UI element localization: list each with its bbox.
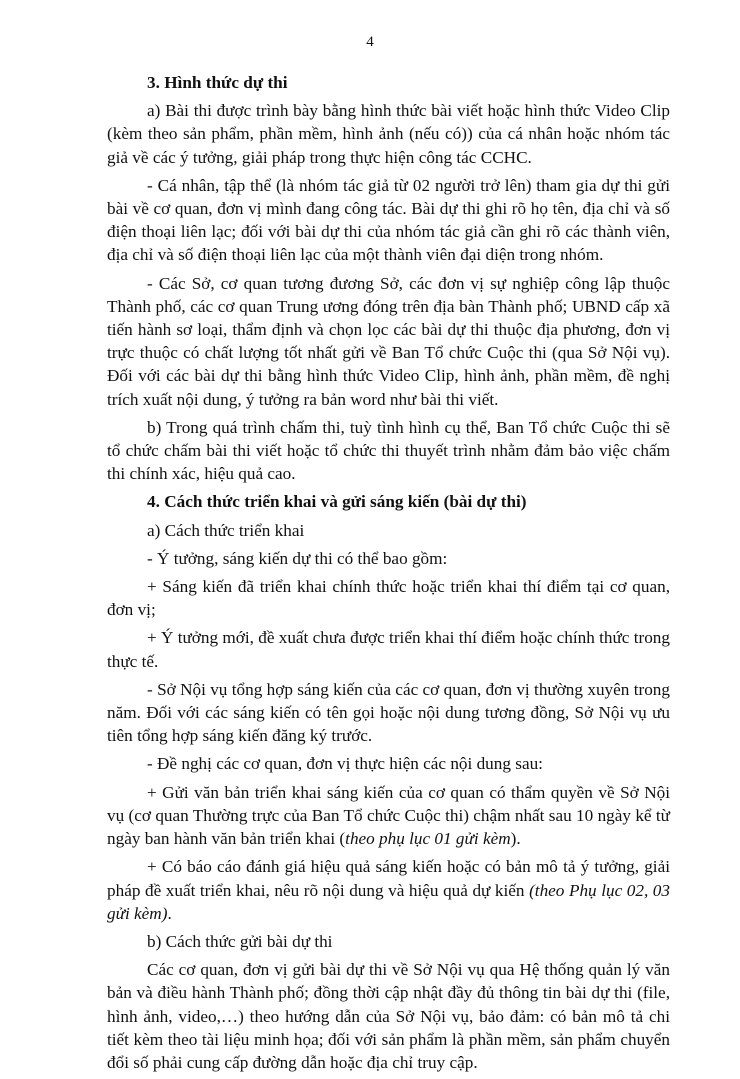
item-a-3-1-text: + Gửi văn bản triển khai sáng kiến của cơ quan có thẩm quyền về Sở Nội vụ (cơ quan Thường trực của Ban Tổ chức Cuộc thi) chậm nhất sau 10 ngày kể từ ngày ban hành văn bản triển khai (: [107, 782, 670, 849]
section-4-item-a-1-2: + Ý tưởng mới, đề xuất chưa được triển khai thí điểm hoặc chính thức trong thực tế.: [107, 628, 670, 671]
page-number: 4: [366, 34, 374, 50]
section-4-paragraph-a-3: - Đề nghị các cơ quan, đơn vị thực hiện các nội dung sau:: [147, 754, 543, 774]
section-3-paragraph-b: b) Trong quá trình chấm thi, tuỳ tình hình cụ thể, Ban Tổ chức Cuộc thi sẽ tổ chức chấm bài thi viết hoặc tổ chức thi thuyết trình nhằm đảm bảo việc chấm thi chính xác, hiệu quả cao.: [107, 417, 670, 484]
item-a-3-2-appendix-ref: (theo Phụ lục 02, 03 gửi kèm): [107, 880, 670, 923]
section-4-paragraph-a-1: - Ý tưởng, sáng kiến dự thi có thể bao gồm:: [147, 548, 448, 568]
section-3-paragraph-a-2: - Các Sở, cơ quan tương đương Sở, các đơn vị sự nghiệp công lập thuộc Thành phố, các cơ quan Trung ương đóng trên địa bàn Thành phố; UBND cấp xã tiến hành sơ loại, thẩm định và chọn lọc các bài dự thi thuộc địa phương, đơn vị trực thuộc có chất lượng tốt nhất gửi về Ban Tổ chức Cuộc thi (qua Sở Nội vụ). Đối với các bài dự thi bằng hình thức Video Clip, hình ảnh, phần mềm, đề nghị trích xuất nội dung, ý tưởng ra bản word như bài thi viết.: [107, 273, 670, 409]
item-a-3-1-appendix-ref: theo phụ lục 01 gửi kèm: [345, 829, 511, 849]
section-4-paragraph-a-2: - Sở Nội vụ tổng hợp sáng kiến của các cơ quan, đơn vị thường xuyên trong năm. Đối với các sáng kiến có tên gọi hoặc nội dung tương đồng, Sở Nội vụ ưu tiên tổng hợp sáng kiến đăng ký trước.: [107, 679, 670, 746]
item-a-3-2-end: .: [167, 903, 172, 923]
section-4-subheading-a: a) Cách thức triển khai: [147, 520, 305, 540]
document-body: [107, 71, 670, 1079]
item-a-3-2-text: + Có báo cáo đánh giá hiệu quả sáng kiến hoặc có bản mô tả ý tưởng, giải pháp đề xuất triển khai, nêu rõ nội dung và hiệu quả dự kiến: [107, 857, 670, 900]
section-4-item-a-3-2: [107, 855, 670, 925]
item-a-3-1-end: ).: [510, 829, 521, 849]
section-3-paragraph-a-1: - Cá nhân, tập thể (là nhóm tác giả từ 02 người trở lên) tham gia dự thi gửi bài về cơ quan, đơn vị mình đang công tác. Bài dự thi ghi rõ họ tên, địa chỉ và số điện thoại liên lạc; đối với bài dự thi của nhóm tác giả cần ghi rõ các thành viên, địa chỉ và số điện thoại liên lạc của một thành viên đại diện trong nhóm.: [107, 175, 670, 265]
section-4-item-a-1-1: + Sáng kiến đã triển khai chính thức hoặc triển khai thí điểm tại cơ quan, đơn vị;: [107, 577, 670, 620]
section-4-paragraph-b-1: Các cơ quan, đơn vị gửi bài dự thi về Sở Nội vụ qua Hệ thống quản lý văn bản và điều hành Thành phố; đồng thời cập nhật đầy đủ thông tin bài dự thi (file, hình ảnh, video,…) theo hướng dẫn của Sở Nội vụ, bảo đảm: có bản mô tả chi tiết kèm theo tài liệu minh họa; đối với sản phẩm là phần mềm, sản phẩm chuyển đổi số phải cung cấp đường dẫn hoặc địa chỉ truy cập.: [107, 960, 670, 1072]
section-3-heading: 3. Hình thức dự thi: [147, 73, 288, 92]
section-4-subheading-b: b) Cách thức gửi bài dự thi: [147, 931, 333, 951]
section-4-item-a-3-1: [107, 781, 670, 851]
section-4-heading: 4. Cách thức triển khai và gửi sáng kiến (bài dự thi): [147, 492, 527, 512]
section-3-paragraph-a: a) Bài thi được trình bày bằng hình thức bài viết hoặc hình thức Video Clip (kèm theo sản phẩm, phần mềm, hình ảnh (nếu có)) của cá nhân hoặc nhóm tác giả về các ý tưởng, giải pháp trong thực hiện công tác CCHC.: [107, 101, 670, 167]
